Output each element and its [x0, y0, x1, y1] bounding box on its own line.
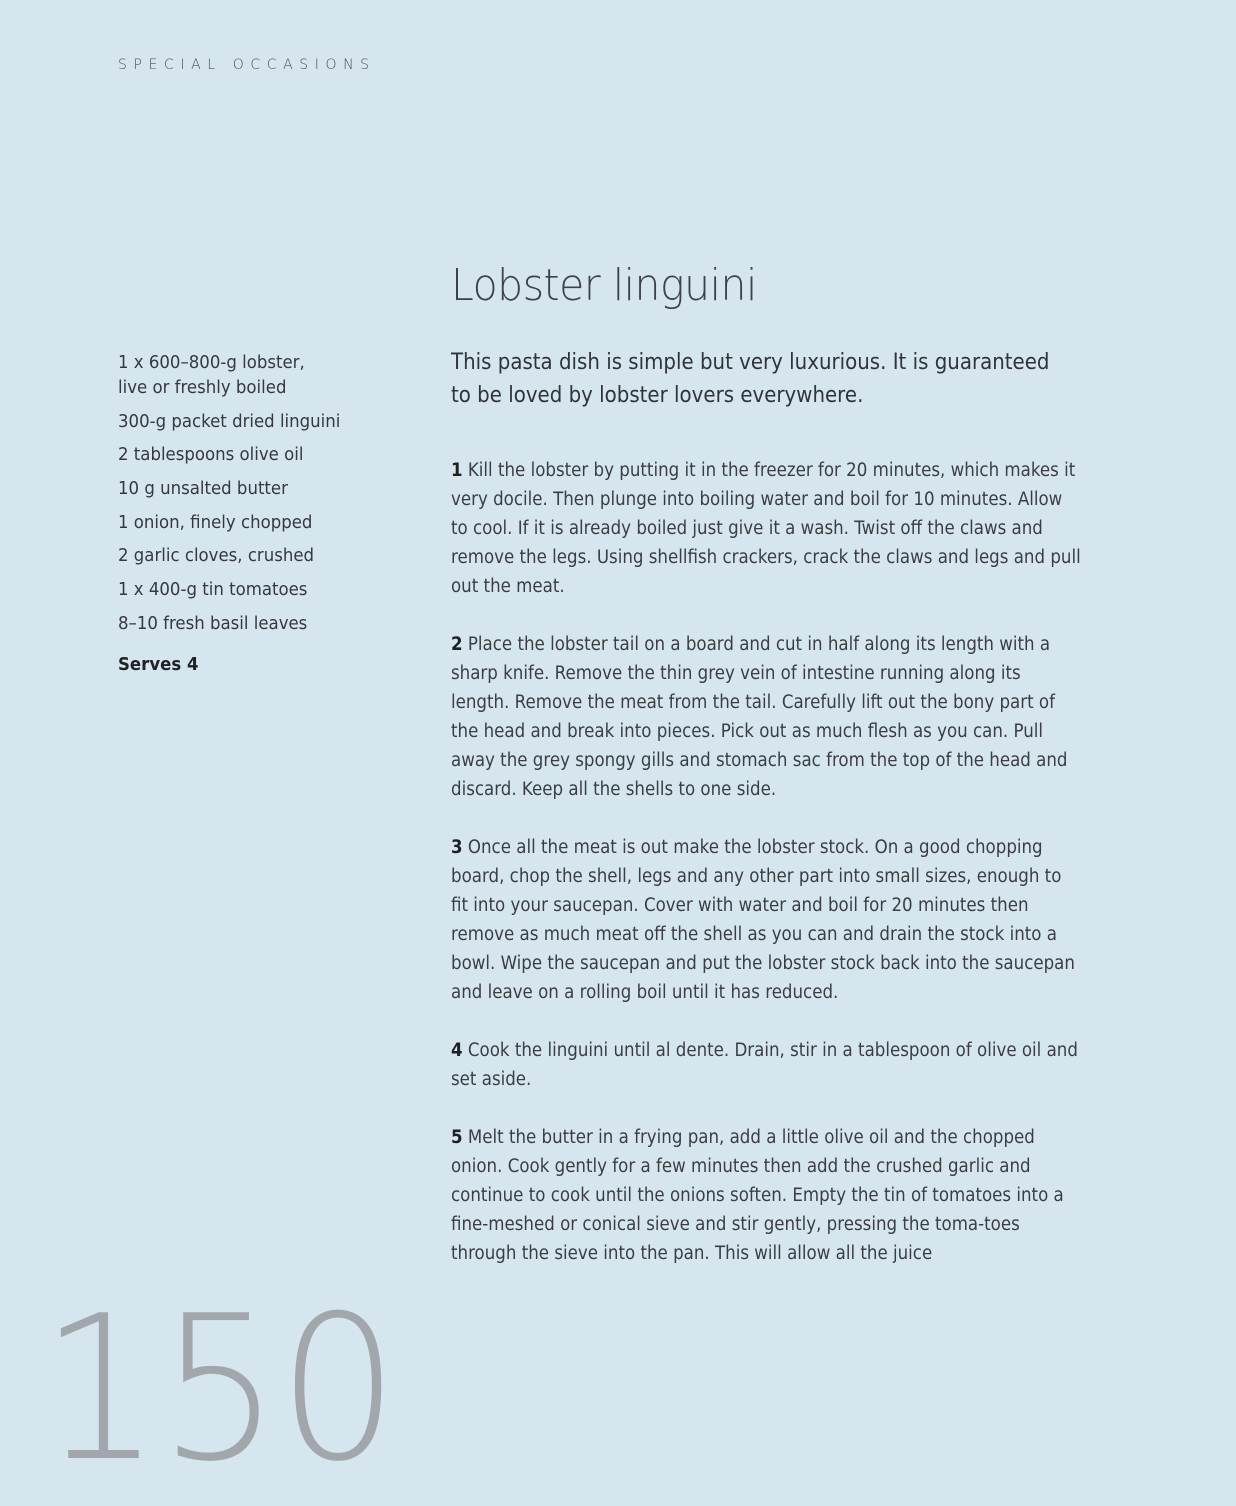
method-step — [451, 833, 1081, 1007]
method-step — [451, 456, 1081, 601]
ingredient-item: 1 onion, finely chopped — [118, 511, 313, 533]
ingredient-item: 10 g unsalted butter — [118, 478, 288, 500]
ingredient-item: 2 tablespoons olive oil — [118, 444, 304, 466]
step-number: 1 — [451, 460, 463, 481]
step-text: Melt the butter in a frying pan, add a little olive oil and the chopped onion. Cook gently for a few minutes then add the crushed garlic and continue to cook until the onions soften. Empty the tin of tomatoes into a fine-meshed or conical sieve and stir gently, pressing the toma-toes through the sieve into the pan. This will allow all the juice — [451, 1127, 1064, 1264]
step-number: 2 — [451, 634, 463, 655]
step-number: 5 — [451, 1127, 463, 1148]
method-step — [451, 1036, 1081, 1094]
step-text: Kill the lobster by putting it in the freezer for 20 minutes, which makes it very docile. Then plunge into boiling water and boil for 10 minutes. Allow to cool. If it is already boiled just give it a wash. Twist off the claws and remove the legs. Using shellfish crackers, crack the claws and legs and pull out the meat. — [451, 460, 1081, 597]
ingredient-item: 1 x 600–800-g lobster, live or freshly boiled — [118, 352, 305, 398]
ingredient-item: 2 garlic cloves, crushed — [118, 545, 315, 567]
ingredient-item: 1 x 400-g tin tomatoes — [118, 579, 308, 601]
ingredient-list — [118, 350, 394, 645]
method-step — [451, 1123, 1081, 1268]
recipe-intro: This pasta dish is simple but very luxurious. It is guaranteed to be loved by lobster lovers everywhere. — [451, 350, 1050, 408]
ingredient-item: 300-g packet dried linguini — [118, 410, 341, 432]
step-text: Once all the meat is out make the lobster stock. On a good chopping board, chop the shell, legs and any other part into small sizes, enough to fit into your saucepan. Cover with water and boil for 20 minutes then remove as much meat off the shell as you can and drain the stock into a bowl. Wipe the saucepan and put the lobster stock back into the saucepan and leave on a rolling boil until it has reduced. — [451, 837, 1075, 1003]
recipe-title: Lobster linguini — [451, 260, 757, 311]
method-step — [451, 630, 1081, 804]
step-number: 4 — [451, 1040, 463, 1061]
method-steps — [451, 456, 1081, 1297]
serves-count: Serves 4 — [118, 654, 199, 675]
page-number: 150 — [40, 1273, 397, 1506]
ingredient-item: 8–10 fresh basil leaves — [118, 612, 308, 634]
step-text: Place the lobster tail on a board and cut in half along its length with a sharp knife. Remove the thin grey vein of intestine running along its length. Remove the meat from the tail. Carefully lift out the bony part of the head and break into pieces. Pick out as much flesh as you can. Pull away the grey spongy gills and stomach sac from the top of the head and discard. Keep all the shells to one side. — [451, 634, 1068, 800]
step-text: Cook the linguini until al dente. Drain, stir in a tablespoon of olive oil and set aside. — [451, 1040, 1078, 1090]
step-number: 3 — [451, 837, 463, 858]
running-head: SPECIAL OCCASIONS — [118, 57, 376, 73]
